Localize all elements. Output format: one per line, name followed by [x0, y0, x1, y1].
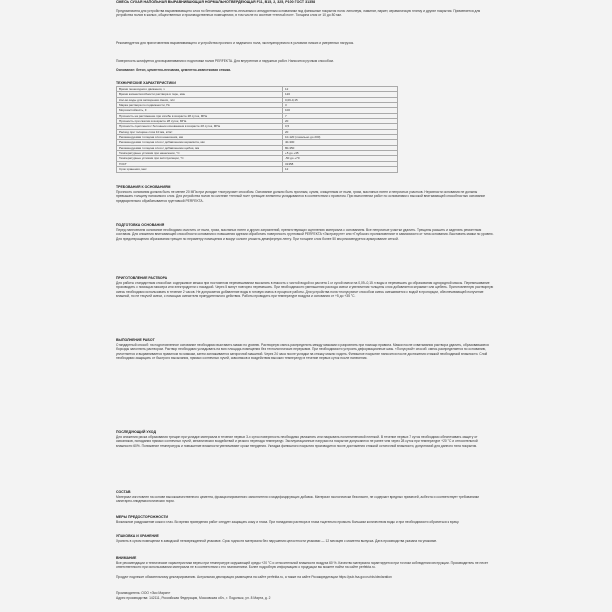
producer-address: Адрес производства: 142111, Российская Федерация, Московская обл., г. Подольск, ул. 8 Марта, д. 2 [116, 596, 271, 600]
spec-value: 10-120 (локально до 200) [283, 135, 398, 140]
section-title: СОСТАВ [116, 490, 131, 494]
spec-value: 100 [283, 108, 398, 113]
spec-name: Прочность сцепления с бетонным основанием в возрасте 28 суток, МПа [117, 124, 283, 129]
spec-title: ТЕХНИЧЕСКИЕ ХАРАКТЕРИСТИКИ [116, 81, 176, 85]
spec-name: Время жизнеспособности раствора в таре, мин [117, 92, 283, 97]
spec-name: Температурные условия при нанесении, °С [117, 151, 283, 156]
spec-name: Прочность на растяжение при изгибе в возрасте 28 суток, МПа [117, 113, 283, 118]
intro-paragraph: Предназначена для устройства выравнивающего слоя по бетонным, цементно-песчаным и ангидритным основаниям под финишные покрытия пола: линолеум, ламинат, паркет, керамическую плитку и другие покрытия. Применяется для устройства полов в жилых, общественных и производственных помещениях, в том числе по системе «теплый пол». Толщина слоя от 10 до 80 мм. [116, 9, 481, 18]
spec-name: Морозостойкость, F [117, 108, 283, 113]
spec-value: 120 [283, 92, 398, 97]
section-title: УПАКОВКА И ХРАНЕНИЕ [116, 534, 159, 538]
spec-table [116, 86, 398, 173]
spec-value: 80-350 [283, 145, 398, 150]
section-text: Для работы стандартным способом: содержимое мешка при постоянном перемешивании высыпать в емкость с чистой водой из расчета 1 кг сухой смеси на 0,09–0,15 л воды и перемешать до образования однородной массы. Перемешивание производить с помощью миксера или электродрели с насадкой. Через 5 минут повторно перемешать. При необходимости уменьшения расхода смеси и увеличения толщины слоя добавляется керамзит или щебень. Приготовленную растворную смесь необходимо использовать в течение 2 часов. Не допускается добавление воды в готовую смесь в процессе работы. Для устройства пола «полусухим» способом смесь смешивается с водой в пропорции, обеспечивающей получение влажной, но не текучей смеси, с помощью смесителя принудительного действия. Работы проводить при температуре воздуха и основания от +5 до +35 °С. [116, 281, 494, 298]
spec-name: Время пешеходного движения, ч [117, 87, 283, 92]
section-title: ПОСЛЕДУЮЩИЙ УХОД [116, 430, 156, 434]
spec-value: 20 [283, 119, 398, 124]
section-text: Все рекомендации и технические характеристики верны при температуре окружающей среды +20 °С и относительной влажности воздуха 60 %. Качество материала гарантируется при точном соблюдении инструкции. Производитель не несет ответственности при использовании материала не в соответствии с его назначением. Более подробную информацию о продукции вы можете найти на сайте perfekta.ru. [116, 561, 489, 570]
section-title: ВНИМАНИЕ [116, 556, 137, 560]
section-title: ТРЕБОВАНИЯ К ОСНОВАНИЯМ [116, 185, 171, 189]
footer-note: Продукт подлежит обязательному декларированию. Актуальная декларация размещена на сайте perfekta.ru, а также на сайте Росаккредитации https://pub.fsa.gov.ru/rds/declaration [116, 575, 392, 579]
section-text: Материал изготовлен на основе высококачественного цемента, фракционированного заполнителя и модифицирующих добавок. Материал экологически безопасен, не содержит вредных примесей, асбеста и соответствует требованиям санитарно-эпидемиологических норм. [116, 495, 479, 504]
section-title: ПОДГОТОВКА ОСНОВАНИЯ [116, 223, 165, 227]
spec-value: 12 [283, 167, 398, 172]
spec-value: 40-300 [283, 140, 398, 145]
usage-paragraph: Рекомендуется для приготовления выравнивающего и устройства прочного и надежного пола, эксплуатируемого в условиях низких и умеренных нагрузок. [116, 41, 354, 45]
section-text: Прочность основания должна быть не менее 20 МПа при укладке «полусухим» способом. Основание должно быть прочным, сухим, очищенным от пыли, грязи, масляных пятен и непрочных участков. Неровности основания не должны превышать толщину наносимого слоя. Для устройства полов по системе «теплый пол» греющие элементы укладываются в соответствии с проектом. При выполнении работ по основаниям с высокой впитывающей способностью основание предварительно обрабатывается грунтовкой PERFEKTA. [116, 190, 486, 203]
spec-value: +5 до +35 [283, 151, 398, 156]
spec-value: 12 [283, 87, 398, 92]
spec-value: 31358 [283, 161, 398, 166]
section-text: Хранить в сухом помещении в заводской неповрежденной упаковке. Срок годности материала без нарушения целостности упаковки — 12 месяцев с момента выпуска. Дата производства указана на упаковке. [116, 539, 438, 543]
spec-name: Прочность при сжатии в возрасте 28 суток, МПа [117, 119, 283, 124]
spec-value: 0,09-0,15 [283, 97, 398, 102]
producer-line: Производитель: ООО «Эко Марин» [116, 591, 171, 595]
spec-name: Срок хранения, мес [117, 167, 283, 172]
spec-name: Температурные условия при эксплуатации, °С [117, 156, 283, 161]
spec-value: 3 [283, 103, 398, 108]
section-text: Для снижения риска образования трещин при укладке материала в течение первых 3-х суток поверхность необходимо увлажнять или накрывать полиэтиленовой пленкой. В течение первых 7 суток необходимо обеспечивать защиту от сквозняков, попадания прямых солнечных лучей, механических воздействий и резкого перепада температур. Эксплуатационные нагрузки на покрытие допускаются не ранее чем через 28 суток при температуре +20 °С и относительной влажности 60%. Понижение температуры и повышение влажности увеличивают сроки твердения. Укладка финишного покрытия производится после достижения стяжкой остаточной влажности, допустимой для данного типа покрытия. [116, 435, 478, 448]
spec-name: Марка раствора по подвижности, Пк [117, 103, 283, 108]
section-title: МЕРЫ ПРЕДОСТОРОЖНОСТИ [116, 515, 169, 519]
spec-name: Рекомендуемая толщина слоя с добавлением керамзита, мм [117, 140, 283, 145]
spec-name: Рекомендуемая толщина слоя с добавлением щебня, мм [117, 145, 283, 150]
spec-name: Рекомендуемая толщина слоя нанесения, мм [117, 135, 283, 140]
spec-row [117, 167, 398, 172]
spec-value: 20 [283, 129, 398, 134]
product-title: СМЕСЬ СУХАЯ НАПОЛЬНАЯ ВЫРАВНИВАЮЩАЯ НОРМАЛЬНОТВЕРДЕЮЩАЯ F11, В15, 2, 325, Р100 ГОСТ 31358 [116, 0, 316, 4]
spec-value: 0,5 [283, 124, 398, 129]
spec-name: ГОСТ [117, 161, 283, 166]
section-text: Возможное раздражение кожи и глаз. Во время проведения работ следует защищать кожу и глаза. При попадании раствора в глаза тщательно промыть большим количеством воды и при необходимости обратиться к врачу. [116, 520, 460, 524]
spec-name: Кол-во воды для затворения смеси, л/кг [117, 97, 283, 102]
spec-name: Расход при толщине слоя 10 мм, кг/м² [117, 129, 283, 134]
section-text: Стандартный способ: на подготовленное основание необходимо выставить маяки по уровню. Растворную смесь распределить между маяками и разровнять при помощи правила. Маяки после схватывания раствора удалить, образовавшиеся борозды заполнить раствором. Раствор необходимо укладывать на всю площадь помещения без технологических перерывов. При необходимости устроить деформационные швы. «Полусухой» способ: смесь распределяется по основанию, уплотняется и выравнивается правилом по маякам, затем заглаживается затирочной машиной. Через 24 часа после укладки на стяжку можно ходить. Финишное покрытие наносится после достижения стяжкой необходимой влажности. Слой необходимо защищать от быстрого высыхания, прямых солнечных лучей, сквозняков и воздействия высоких температур в течение первых суток после нанесения. [116, 343, 489, 360]
section-text: Перед нанесением основание необходимо очистить от пыли, грязи, масляных пятен и других загрязнений, препятствующих сцеплению материала с основанием. Все непрочные участки удалить. Трещины расшить и заделать ремонтным составом. Для снижения впитывающей способности основания и повышения адгезии обработать поверхность грунтовкой PERFEKTA «Экстрагрунт» или «Глубокого проникновения» в зависимости от типа основания. Выставить маяки по уровню. Для предотвращения образования трещин по периметру помещения и вокруг колонн уложить демпферную ленту. При толщине слоя более 50 мм рекомендуется армирование сеткой. [116, 228, 494, 241]
type-note-paragraph: Поверхность шлифуется для выравнивания и подготовки полов PERFEKTA. Для внутренних и наружных работ. Наносится ручным способом. [116, 59, 334, 63]
basis-line: Основание: бетон, цементно-песчаная, цементно-известковая стяжка. [116, 68, 232, 72]
spec-value: -50 до +70 [283, 156, 398, 161]
section-title: ПРИГОТОВЛЕНИЕ РАСТВОРА [116, 276, 168, 280]
spec-value: 7 [283, 113, 398, 118]
section-title: ВЫПОЛНЕНИЕ РАБОТ [116, 338, 155, 342]
